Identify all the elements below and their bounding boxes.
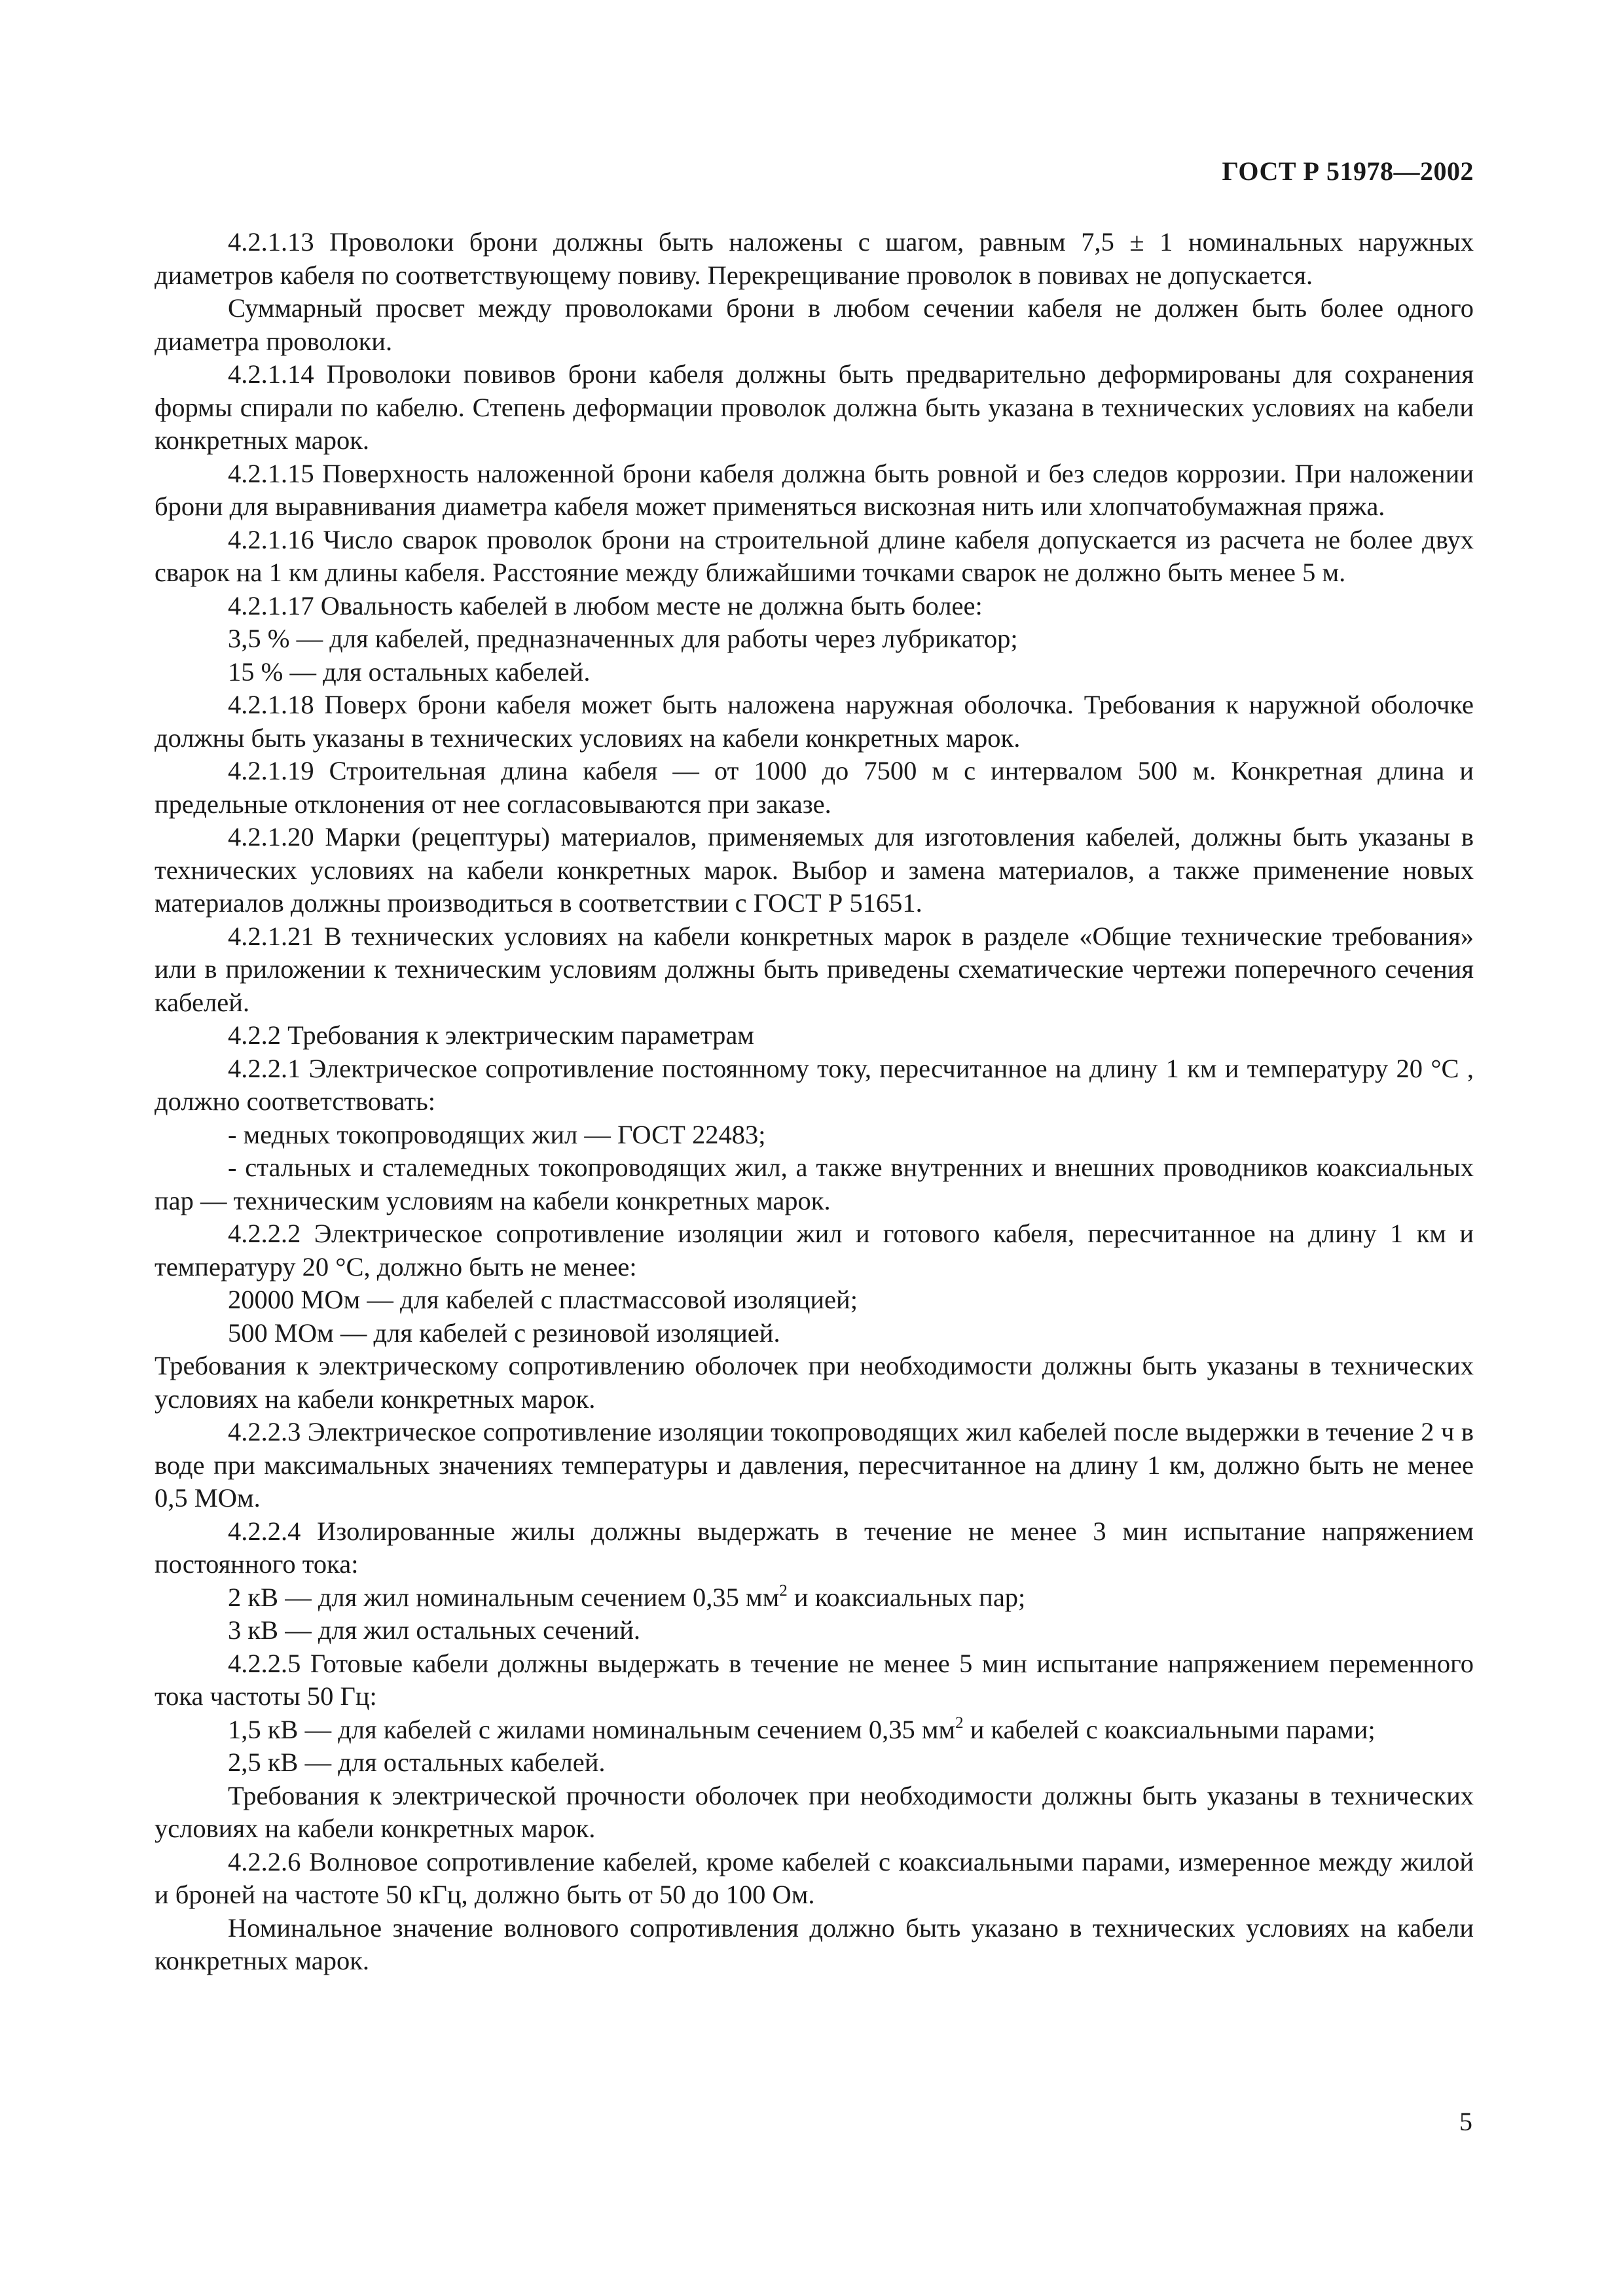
paragraph-4-2-2-3: 4.2.2.3 Электрическое сопротивление изоляции токопроводящих жил кабелей после выдержки в течение 2 ч в воде при максимальных значениях температуры и давления, пересчитанное на длину 1 км, должно быть не менее 0,5 МОм. xyxy=(155,1417,1474,1513)
list-item-1-5kv-superscript: 2 xyxy=(955,1713,964,1732)
paragraph-4-2-1-17: 4.2.1.17 Овальность кабелей в любом месте не должна быть более: xyxy=(228,590,983,620)
document-body xyxy=(155,226,1474,1978)
list-item-2kv-text-end: и коаксиальных пар; xyxy=(787,1582,1026,1612)
list-item-1-5kv xyxy=(155,1713,1474,1747)
paragraph-sheath-strength: Требования к электрической прочности оболочек при необходимости должны быть указаны в технических условиях на кабели конкретных марок. xyxy=(155,1780,1474,1843)
paragraph-4-2-1-21: 4.2.1.21 В технических условиях на кабели конкретных марок в разделе «Общие технические требования» или в приложении к техническим условиям должны быть приведены схематические чертежи поперечного сечения кабелей. xyxy=(155,921,1474,1017)
list-item-plastic-insulation: 20000 МОм — для кабелей с пластмассовой изоляцией; xyxy=(228,1285,858,1314)
paragraph-4-2-2-1: 4.2.2.1 Электрическое сопротивление постоянному току, пересчитанное на длину 1 км и температуру 20 °С , должно соответствовать: xyxy=(155,1053,1474,1116)
list-item-copper-conductors: - медных токопроводящих жил — ГОСТ 22483; xyxy=(228,1119,766,1149)
paragraph-4-2-1-15: 4.2.1.15 Поверхность наложенной брони кабеля должна быть ровной и без следов коррозии. При наложении брони для выравнивания диаметра кабеля может применяться вискозная нить или хлопчатобумажная пряжа. xyxy=(155,458,1474,521)
paragraph-4-2-1-20: 4.2.1.20 Марки (рецептуры) материалов, применяемых для изготовления кабелей, должны быть указаны в технических условиях на кабели конкретных марок. Выбор и замена материалов, а также применение новых материалов должны производиться в соответствии с ГОСТ Р 51651. xyxy=(155,822,1474,918)
document-standard-id: ГОСТ Р 51978—2002 xyxy=(1222,156,1474,186)
list-item-3kv: 3 кВ — для жил остальных сечений. xyxy=(228,1615,641,1645)
list-item-1-5kv-text-end: и кабелей с коаксиальными парами; xyxy=(963,1714,1376,1744)
list-item-2kv-superscript: 2 xyxy=(779,1581,788,1600)
paragraph-sheath-resistance: Требования к электрическому сопротивлению оболочек при необходимости должны быть указаны в технических условиях на кабели конкретных марок. xyxy=(155,1351,1474,1414)
list-item-ovality-other: 15 % — для остальных кабелей. xyxy=(228,656,591,687)
paragraph-nominal-impedance: Номинальное значение волнового сопротивления должно быть указано в технических условиях на кабели конкретных марок. xyxy=(155,1912,1474,1975)
list-item-1-5kv-text: 1,5 кВ — для кабелей с жилами номинальным сечением 0,35 мм xyxy=(228,1714,956,1744)
list-item-steel-conductors: - стальных и сталемедных токопроводящих жил, а также внутренних и внешних проводников коаксиальных пар — техническим условиям на кабели конкретных марок. xyxy=(155,1153,1474,1215)
list-item-rubber-insulation: 500 МОм — для кабелей с резиновой изоляцией. xyxy=(228,1318,780,1348)
paragraph-4-2-2-4: 4.2.2.4 Изолированные жилы должны выдержать в течение не менее 3 мин испытание напряжением постоянного тока: xyxy=(155,1516,1474,1579)
list-item-2kv-text: 2 кВ — для жил номинальным сечением 0,35 мм xyxy=(228,1582,780,1612)
paragraph-4-2-1-18: 4.2.1.18 Поверх брони кабеля может быть наложена наружная оболочка. Требования к наружной оболочке должны быть указаны в технических условиях на кабели конкретных марок. xyxy=(155,690,1474,753)
list-item-ovality-lubricator: 3,5 % — для кабелей, предназначенных для работы через лубрикатор; xyxy=(228,624,1018,653)
paragraph-4-2-1-14: 4.2.1.14 Проволоки повивов брони кабеля должны быть предварительно деформированы для сохранения формы спирали по кабелю. Степень деформации проволок должна быть указана в технических условиях на кабели конкретных марок. xyxy=(155,359,1474,455)
paragraph-4-2-1-19: 4.2.1.19 Строительная длина кабеля — от 1000 до 7500 м с интервалом 500 м. Конкретная длина и предельные отклонения от нее согласовываются при заказе. xyxy=(155,756,1474,819)
paragraph-4-2-1-13: 4.2.1.13 Проволоки брони должны быть наложены с шагом, равным 7,5 ± 1 номинальных наружных диаметров кабеля по соответствующему повиву. Перекрещивание проволок в повивах не допускается. xyxy=(155,227,1474,290)
section-heading-4-2-2: 4.2.2 Требования к электрическим параметрам xyxy=(228,1020,754,1050)
list-item-2-5kv: 2,5 кВ — для остальных кабелей. xyxy=(228,1748,606,1777)
list-item-2kv xyxy=(155,1581,1474,1615)
paragraph-armor-gap: Суммарный просвет между проволоками брони в любом сечении кабеля не должен быть более одного диаметра проволоки. xyxy=(155,293,1474,356)
page-number: 5 xyxy=(1459,2107,1472,2136)
paragraph-4-2-2-5: 4.2.2.5 Готовые кабели должны выдержать в течение не менее 5 мин испытание напряжением переменного тока частоты 50 Гц: xyxy=(155,1648,1474,1711)
paragraph-4-2-2-6: 4.2.2.6 Волновое сопротивление кабелей, кроме кабелей с коаксиальными парами, измеренное между жилой и броней на частоте 50 кГц, должно быть от 50 до 100 Ом. xyxy=(155,1846,1474,1909)
paragraph-4-2-1-16: 4.2.1.16 Число сварок проволок брони на строительной длине кабеля допускается из расчета не более двух сварок на 1 км длины кабеля. Расстояние между ближайшими точками сварок не должно быть менее 5 м. xyxy=(155,524,1474,587)
paragraph-4-2-2-2: 4.2.2.2 Электрическое сопротивление изоляции жил и готового кабеля, пересчитанное на длину 1 км и температуру 20 °С, должно быть не менее: xyxy=(155,1219,1474,1282)
